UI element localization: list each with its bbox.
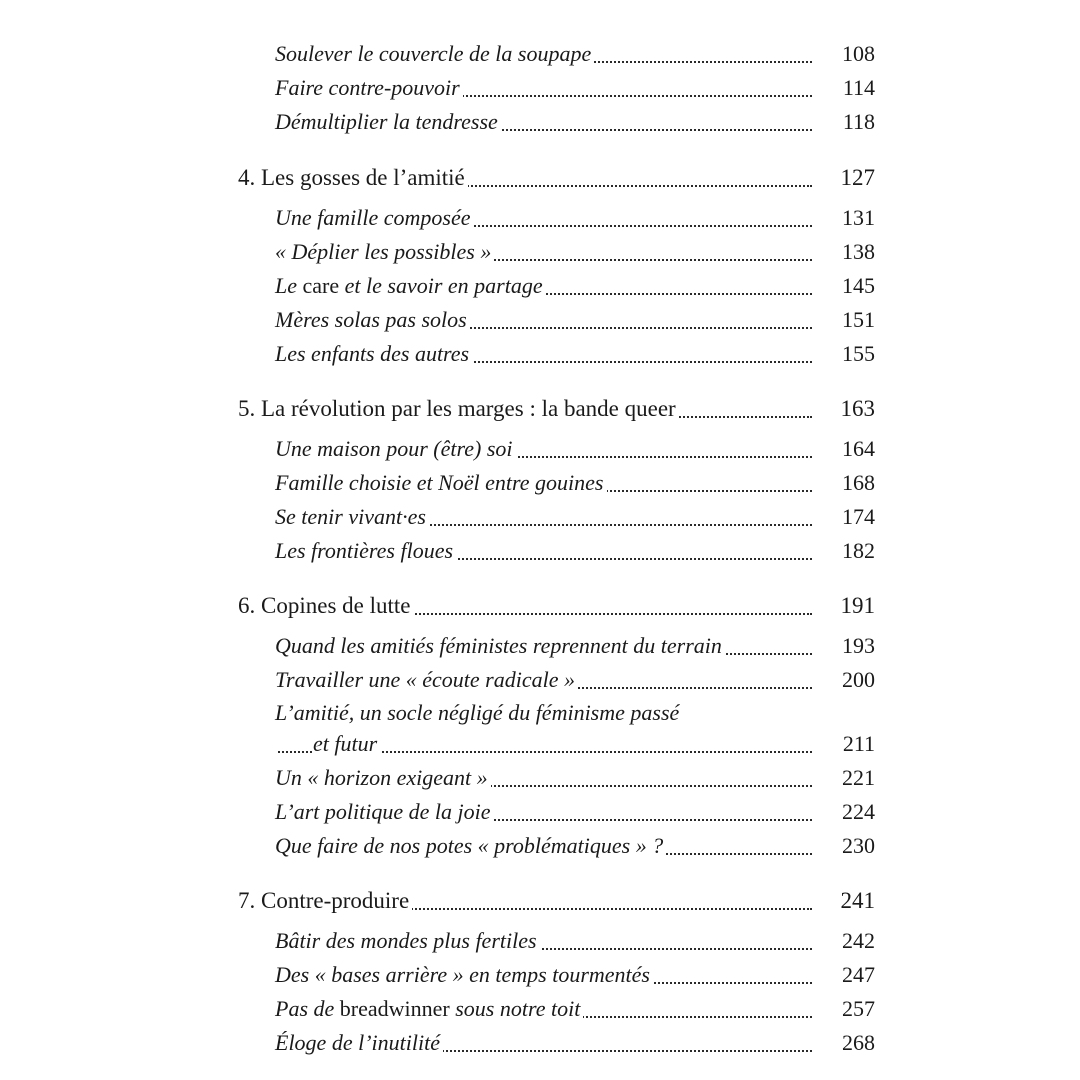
page-number: 108 [842,41,875,66]
toc-entry [0,956,1080,990]
entry-title: Les enfants des autres [275,343,472,365]
title-roman-term: care [302,273,340,298]
toc-chapter [0,390,1080,424]
toc-entry [0,827,1080,861]
entry-title [275,275,546,297]
page-number: 242 [842,928,875,953]
page-number: 211 [842,731,875,756]
toc-entry-continuation [0,725,1080,759]
page-number: 224 [842,799,875,824]
title-part: Pas de [275,996,340,1021]
page-number: 241 [840,888,875,913]
entry-title: L’amitié, un socle négligé du féminisme passé [275,700,680,725]
page-number: 163 [840,396,875,421]
toc-entry [0,532,1080,566]
toc-entry [0,233,1080,267]
title-part: et le savoir en partage [339,273,543,298]
page-number: 200 [842,667,875,692]
toc-entry [0,990,1080,1024]
page-number: 182 [842,538,875,563]
entry-title-continuation: et futur [313,733,380,755]
page-number: 257 [842,996,875,1021]
title-part: Le [275,273,303,298]
toc-entry [0,1024,1080,1058]
entry-title: Travailler une « écoute radicale » [275,669,578,691]
entry-title [275,998,583,1020]
toc-entry [0,498,1080,532]
page-number: 268 [842,1030,875,1055]
toc-entry [0,627,1080,661]
entry-title: Mères solas pas solos [275,309,470,331]
toc-entry [0,103,1080,137]
toc-entry [0,335,1080,369]
chapter-title: 5. La révolution par les marges : la bande queer [238,397,679,420]
entry-title: « Déplier les possibles » [275,241,494,263]
chapter-title: 7. Contre-produire [238,889,412,912]
entry-title: Éloge de l’inutilité [275,1032,443,1054]
page-number: 138 [842,239,875,264]
entry-title: Que faire de nos potes « problématiques » ? [275,835,666,857]
toc-chapter [0,587,1080,621]
toc-entry [0,922,1080,956]
entry-title: Quand les amitiés féministes reprennent du terrain [275,635,725,657]
page-number: 151 [842,307,875,332]
page-number: 168 [842,470,875,495]
page-number: 247 [842,962,875,987]
page-number: 230 [842,833,875,858]
page-number: 127 [840,165,875,190]
entry-title: Les frontières floues [275,540,456,562]
toc-entry [0,267,1080,301]
toc-entry [0,464,1080,498]
toc-chapter [0,882,1080,916]
toc-entry [0,35,1080,69]
page-number: 221 [842,765,875,790]
entry-title: L’art politique de la joie [275,801,494,823]
toc-entry [0,793,1080,827]
page-number: 131 [842,205,875,230]
page-number: 174 [842,504,875,529]
toc-entry [0,430,1080,464]
chapter-title: 6. Copines de lutte [238,594,413,617]
page-number: 155 [842,341,875,366]
toc-entry [0,69,1080,103]
entry-title: Famille choisie et Noël entre gouines [275,472,607,494]
page-number: 114 [842,75,875,100]
page-number: 164 [842,436,875,461]
page-number: 145 [842,273,875,298]
entry-title: Se tenir vivant·es [275,506,429,528]
entry-title: Une maison pour (être) soi [275,438,516,460]
toc-entry [0,759,1080,793]
entry-title: Une famille composée [275,207,474,229]
page-number: 191 [840,593,875,618]
entry-title: Démultiplier la tendresse [275,111,501,133]
entry-title: Un « horizon exigeant » [275,767,491,789]
chapter-title: 4. Les gosses de l’amitié [238,166,468,189]
page-number: 193 [842,633,875,658]
title-roman-term: breadwinner [339,996,450,1021]
entry-title: Soulever le couvercle de la soupape [275,43,594,65]
toc-entry [0,199,1080,233]
entry-title: Des « bases arrière » en temps tourmentés [275,964,653,986]
toc-chapter [0,159,1080,193]
entry-title: Bâtir des mondes plus fertiles [275,930,540,952]
toc-entry [0,661,1080,695]
title-part: sous notre toit [449,996,581,1021]
entry-title: Faire contre-pouvoir [275,77,463,99]
page-number: 118 [842,109,875,134]
toc-entry [0,301,1080,335]
